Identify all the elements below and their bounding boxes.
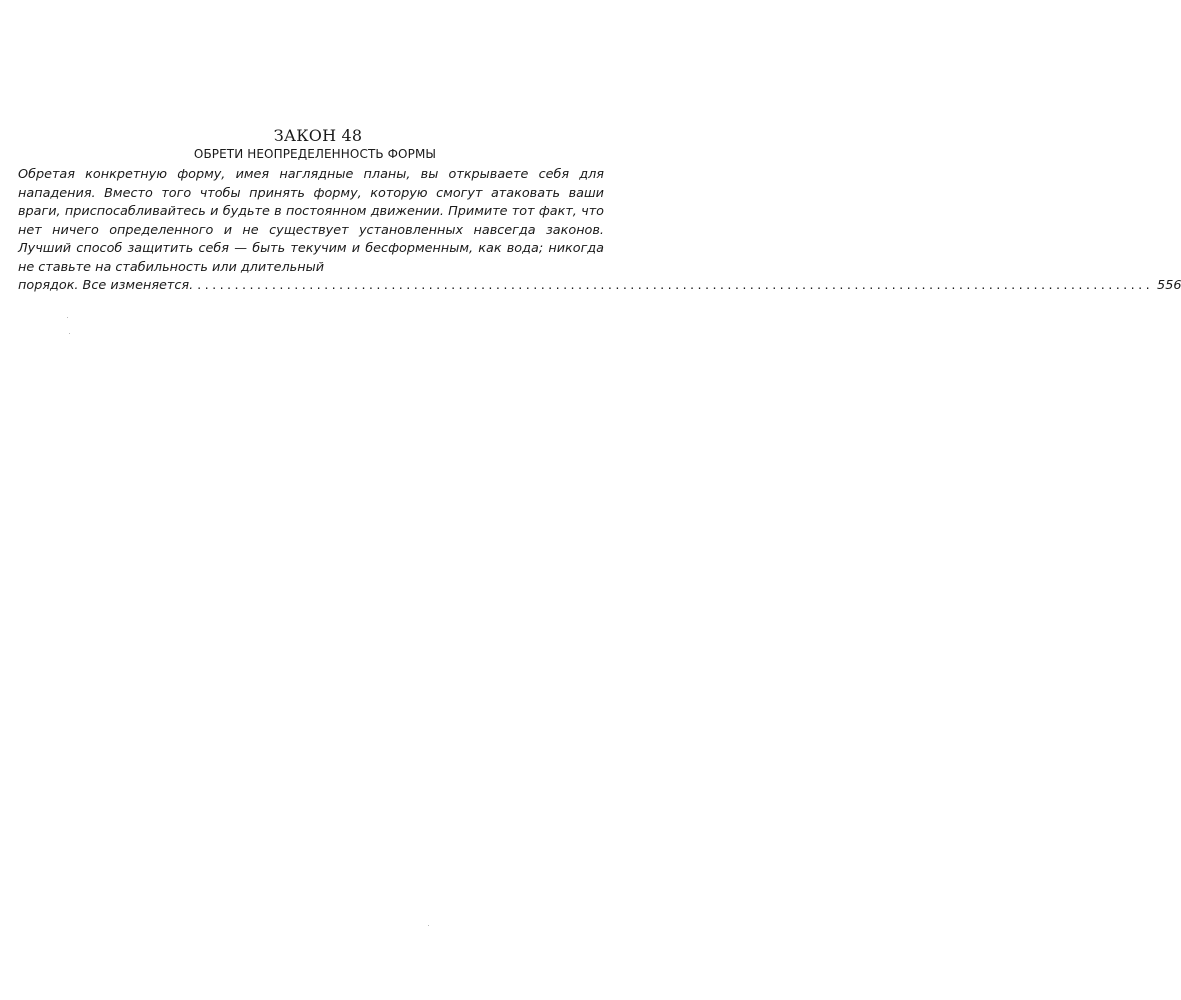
law-title: ОБРЕТИ НЕОПРЕДЕЛЕННОСТЬ ФОРМЫ	[193, 147, 437, 161]
dot-leader: ................................................................................................................................	[197, 278, 1154, 293]
toc-entry-law-48	[18, 126, 1181, 296]
page-number: 556	[1157, 278, 1181, 293]
law-description-last-line	[18, 277, 1181, 296]
law-description: Обретая конкретную форму, имея наглядные планы, вы открываете себя для нападения. Вместо того чтобы принять форму, которую смогут атаковать ваши враги, приспосабливайтесь и будьте в постоянном движении. Примите тот факт, что нет ничего определенного и не существует установленных навсегда законов. Лучший способ защитить себя — быть текучим и бесформенным, как вода; никогда не ставьте на стабильность или длительный	[18, 167, 604, 275]
scan-speck	[428, 925, 429, 926]
law-number: ЗАКОН 48	[273, 126, 363, 145]
scan-speck	[67, 317, 68, 318]
law-description-tail: порядок. Все изменяется.	[18, 278, 194, 293]
scan-speck	[69, 333, 70, 334]
